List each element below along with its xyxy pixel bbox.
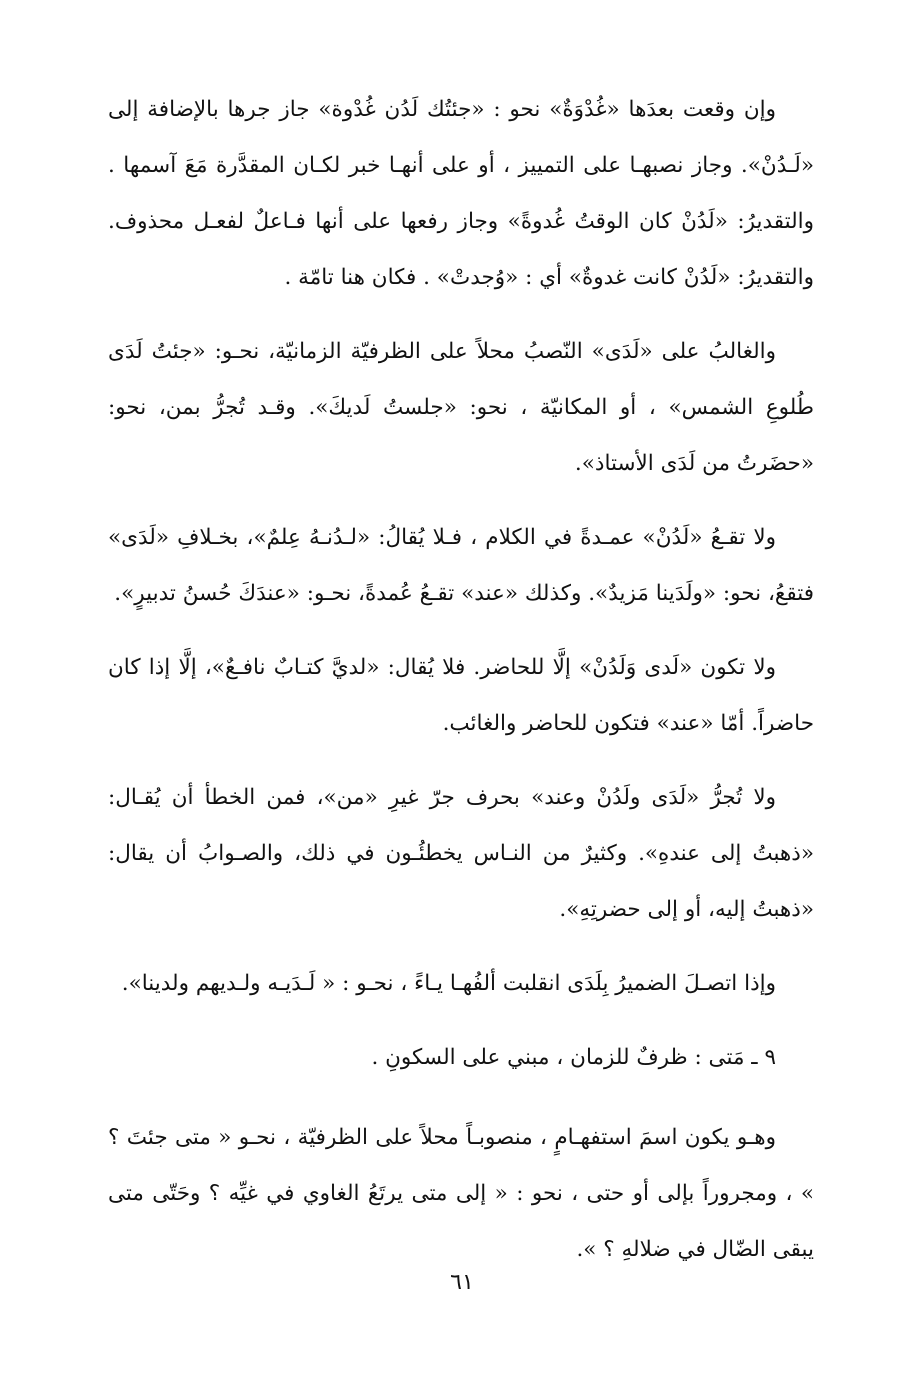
page-body (108, 82, 814, 1296)
paragraph-hadir: ولا تكون «لَدى وَلَدُنْ» إلَّا للحاضر. فلا يُقال: «لديَّ كتـابٌ نافـعٌ»، إلَّا إذا كان حاضراً. أمّا «عند» فتكون للحاضر والغائب. (108, 655, 814, 736)
paragraph-mata-istifham: وهـو يكون اسمَ استفهـامٍ ، منصوبـاً محلاً على الظرفيّة ، نحـو « متى جئتَ ؟ » ، ومجروراً بإلى أو حتى ، نحو : « إلى متى يرتَعُ الغاوي في غيِّه ؟ وحَتّى متى يبقى الضّال في ضلالهِ ؟ ». (108, 1125, 814, 1262)
section-heading-mata: ٩ ـ مَتى : ظرفٌ للزمان ، مبني على السكونِ . (371, 1045, 776, 1070)
paragraph-ladun-umda: ولا تقـعُ «لَدُنْ» عمـدةً في الكلام ، فـلا يُقالُ: «لـدُنـهُ عِلمٌ»، بخـلافِ «لَدَى» فتقعُ، نحو: «ولَدَينا مَزيدٌ». وكذلك «عند» تقـعُ عُمدةً، نحـو: «عندَكَ حُسنُ تدبيرٍ». (108, 525, 814, 606)
paragraph-damir: وإذا اتصـلَ الضميرُ بِلَدَى انقلبت ألفُهـا يـاءً ، نحـو : « لَـدَيـه ولـديهم ولدينا». (121, 971, 776, 996)
paragraph-ghudwa: وإن وقعت بعدَها «غُدْوَةٌ» نحو : «جئتُك لَدُن غُدْوة» جاز جرها بالإضافة إلى «لَـدُنْ». وجاز نصبهـا على التمييز ، أو على أنهـا خبر لكـان المقدَّرة مَعَ آسمها . والتقديرُ: «لَدُنْ كان الوقتُ غُدوةً» وجاز رفعها على أنها فـاعلٌ لفعـل محذوف. والتقديرُ: «لَدُنْ كانت غدوةٌ» أي : «وُجدتْ» . فكان هنا تامّة . (108, 97, 814, 290)
paragraph-harf-jarr: ولا تُجرُّ «لَدَى ولَدُنْ وعند» بحرف جرّ غيرِ «من»، فمن الخطأ أن يُقـال: «ذهبتُ إلى عندهِ». وكثيرٌ من النـاس يخطئُـون في ذلك، والصـوابُ أن يقال: «ذهبتُ إليه، أو إلى حضرتِهِ». (108, 785, 814, 922)
page-number: ٦١ (450, 1270, 474, 1295)
paragraph-lada-zarfiyya: والغالبُ على «لَدَى» النّصبُ محلاً على الظرفيّة الزمانيّة، نحـو: «جئتُ لَدَى طُلوعِ الشمس» ، أو المكانيّة ، نحو: «جلستُ لَديكَ». وقـد تُجرُّ بمن، نحو: «حضَرتُ من لَدَى الأستاذ». (108, 339, 814, 476)
